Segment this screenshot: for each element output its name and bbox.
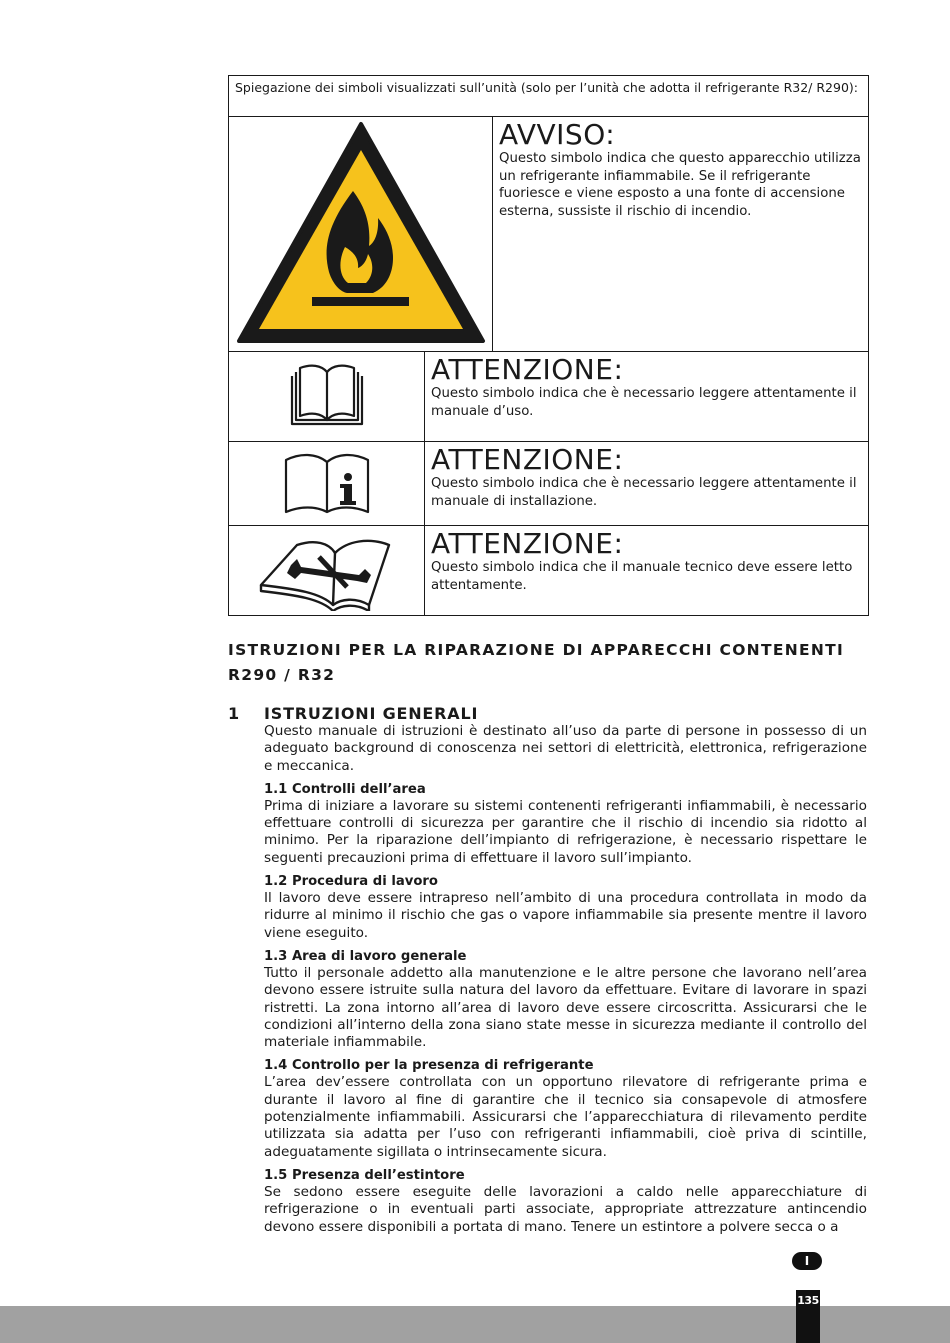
warning-description: Questo simbolo indica che questo apparecchio utilizza un refrigerante infiammabile. Se il refrigerante fuoriesce e viene esposto a una fonte di accensione esterna, sussiste il rischio di incendio. bbox=[499, 151, 861, 219]
caution-title-technical: ATTENZIONE: bbox=[431, 527, 624, 560]
caution-description-operation: Questo simbolo indica che è necessario leggere attentamente il manuale d’uso. bbox=[431, 386, 857, 419]
subsection-text: Il lavoro deve essere intrapreso nell’ambito di una procedura controllata in modo da ridurre al minimo il rischio che gas o vapore infiammabile sia presente mentre il lavoro viene eseguito. bbox=[264, 890, 867, 941]
language-badge: I bbox=[792, 1252, 822, 1270]
technical-manual-icon bbox=[257, 527, 397, 611]
chapter-body bbox=[264, 723, 867, 1236]
operation-manual-text-cell bbox=[425, 352, 869, 442]
chapter-title: ISTRUZIONI GENERALI bbox=[264, 704, 479, 723]
chapter-intro: Questo manuale di istruzioni è destinato all’uso da parte di persone in possesso di un adeguato background di conoscenza nei settori di elettricità, elettronica, refrigerazione e meccanica. bbox=[264, 723, 867, 774]
flammable-warning-icon bbox=[235, 117, 487, 347]
installation-manual-text-cell bbox=[425, 442, 869, 526]
caution-title-installation: ATTENZIONE: bbox=[431, 443, 624, 476]
technical-manual-symbol-cell bbox=[229, 526, 425, 616]
subsection-text: Se sedono essere eseguite delle lavorazioni a caldo nelle apparecchiature di refrigerazione o in eventuali parti associate, appropriate attrezzature antincendio devono essere disponibili a portata di mano. Tenere un estintore a polvere secca o a bbox=[264, 1183, 867, 1235]
subsection-text: Tutto il personale addetto alla manutenzione e le altre persone che lavorano nell’area devono essere istruite sulla natura del lavoro da effettuare. Evitare di lavorare in spazi ristretti. La zona intorno all’area di lavoro deve essere circoscritta. Assicurarsi che le condizioni all’interno della zona siano state messe in sicurezza mediante il controllo del materiale infiammabile. bbox=[264, 964, 867, 1051]
warning-title: AVVISO: bbox=[499, 118, 616, 151]
page-number: 135 bbox=[797, 1294, 819, 1307]
subsection-text: Prima di iniziare a lavorare su sistemi contenenti refrigeranti infiammabili, è necessario effettuare controlli di sicurezza per garantire che il rischio di incendio sia ridotto al minimo. Per la riparazione dell’impianto di refrigerazione, è necessario rispettare le seguenti precauzioni prima di effettuare il lavoro sull’impianto. bbox=[264, 797, 867, 866]
caution-description-technical: Questo simbolo indica che il manuale tecnico deve essere letto attentamente. bbox=[431, 560, 853, 593]
section-heading: ISTRUZIONI PER LA RIPARAZIONE DI APPARECCHI CONTENENTI R290 / R32 bbox=[228, 641, 845, 684]
flammable-symbol-cell bbox=[229, 117, 493, 352]
subsection-title: 1.1 Controlli dell’area bbox=[264, 781, 426, 797]
chapter-number: 1 bbox=[228, 704, 240, 723]
symbols-caption: Spiegazione dei simboli visualizzati sull’unità (solo per l’unità che adotta il refrigerante R32/ R290): bbox=[229, 76, 869, 117]
installation-manual-symbol-cell bbox=[229, 442, 425, 526]
symbols-table bbox=[228, 75, 869, 616]
subsection-title: 1.3 Area di lavoro generale bbox=[264, 948, 467, 964]
subsection-title: 1.4 Controllo per la presenza di refrigerante bbox=[264, 1058, 594, 1074]
operation-manual-icon bbox=[289, 362, 365, 428]
caution-title-operation: ATTENZIONE: bbox=[431, 353, 624, 386]
subsection-text: L’area dev’essere controllata con un opportuno rilevatore di refrigerante prima e durante il lavoro al fine di garantire che il tecnico sia consapevole di atmosfere potenzialmente infiammabili. Assicurarsi che l’apparecchiatura di rilevamento perdite utilizzata sia adatta per l’uso con refrigeranti infiammabili, cioè priva di scintille, adeguatamente sigillata o intrinsecamente sicura. bbox=[264, 1074, 867, 1160]
avviso-text-cell bbox=[493, 117, 869, 352]
technical-manual-text-cell bbox=[425, 526, 869, 616]
subsection-title: 1.5 Presenza dell’estintore bbox=[264, 1167, 465, 1183]
caution-description-installation: Questo simbolo indica che è necessario leggere attentamente il manuale di installazione. bbox=[431, 476, 857, 509]
installation-manual-icon bbox=[282, 450, 372, 514]
operation-manual-symbol-cell bbox=[229, 352, 425, 442]
subsection-title: 1.2 Procedura di lavoro bbox=[264, 874, 438, 890]
